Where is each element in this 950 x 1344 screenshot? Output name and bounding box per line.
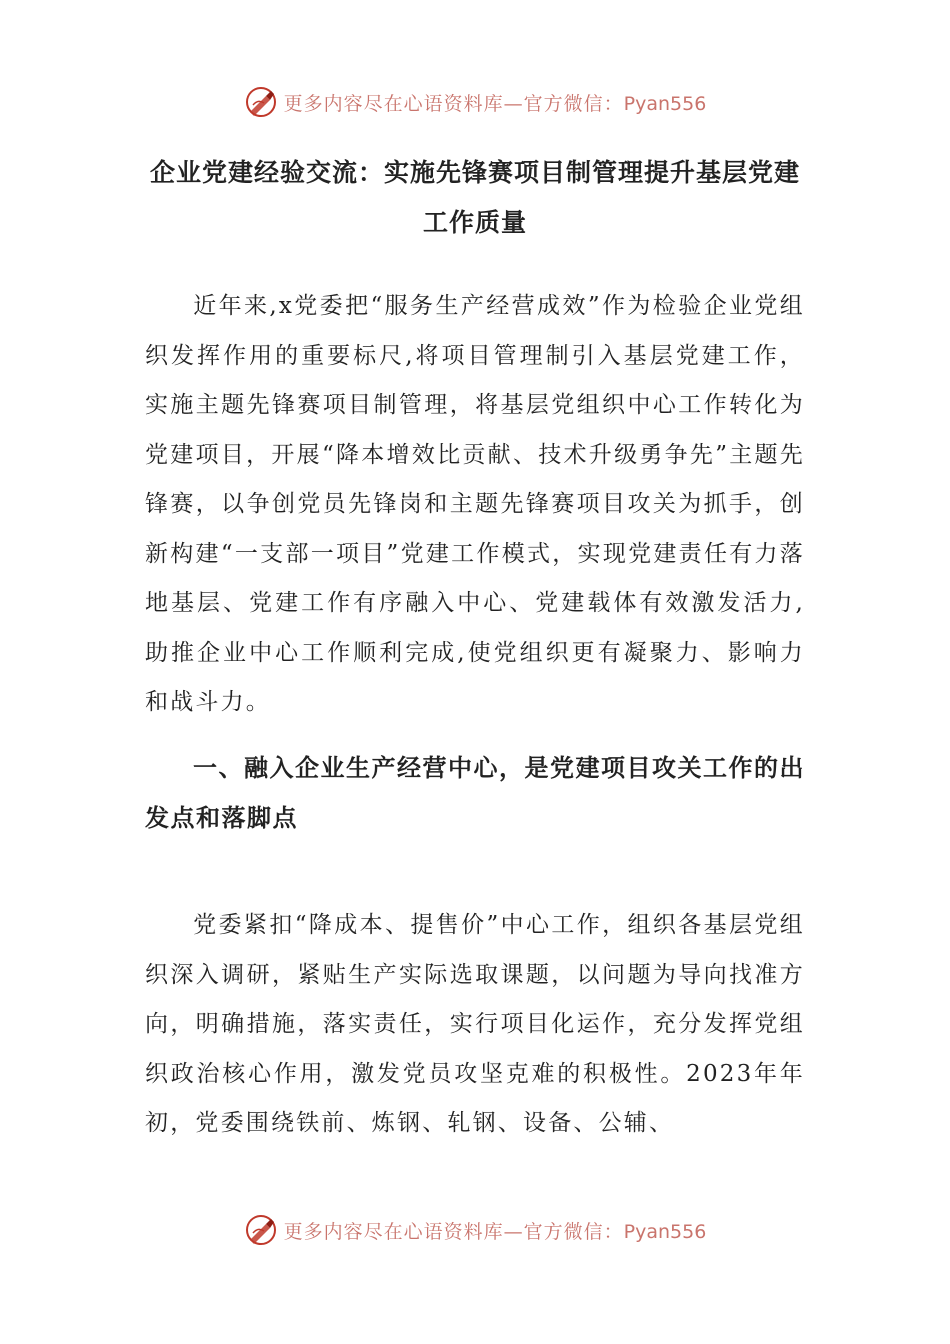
document-title: 企业党建经验交流：实施先锋赛项目制管理提升基层党建工作质量: [149, 158, 800, 237]
footer-watermark-banner: [0, 1210, 950, 1250]
section-heading-1: [145, 743, 805, 843]
wechat-id: Pyan556: [623, 92, 707, 115]
wechat-id: Pyan556: [623, 1220, 707, 1243]
section-heading-1-text: 一、融入企业生产经营中心，是党建项目攻关工作的出发点和落脚点: [145, 753, 805, 832]
pen-nib-logo-icon: [244, 85, 278, 119]
paragraph-intro-text: 近年来,x党委把“服务生产经营成效”作为检验企业党组织发挥作用的重要标尺,将项目管理制引入基层党建工作，实施主题先锋赛项目制管理，将基层党组织中心工作转化为党建项目，开展“降本增效比贡献、技术升级勇争先”主题先锋赛，以争创党员先锋岗和主题先锋赛项目攻关为抓手，创新构建“一支部一项目”党建工作模式，实现党建责任有力落地基层、党建工作有序融入中心、党建载体有效激发活力,助推企业中心工作顺利完成,使党组织更有凝聚力、影响力和战斗力。: [145, 293, 805, 715]
banner-text: 更多内容尽在心语资料库—官方微信：Pyan556: [283, 1220, 707, 1243]
paragraph-intro: [145, 282, 805, 728]
banner-text: 更多内容尽在心语资料库—官方微信：Pyan556: [283, 92, 707, 115]
paragraph-section-1-text: 党委紧扣“降成本、提售价”中心工作，组织各基层党组织深入调研，紧贴生产实际选取课题，以问题为导向找准方向，明确措施，落实责任，实行项目化运作，充分发挥党组织政治核心作用，激发党员攻坚克难的积极性。2023年年初，党委围绕铁前、炼钢、轧钢、设备、公辅、: [145, 912, 805, 1136]
pen-nib-logo-icon: [244, 1213, 278, 1247]
paragraph-section-1: [145, 901, 805, 1149]
header-watermark-banner: [0, 82, 950, 122]
